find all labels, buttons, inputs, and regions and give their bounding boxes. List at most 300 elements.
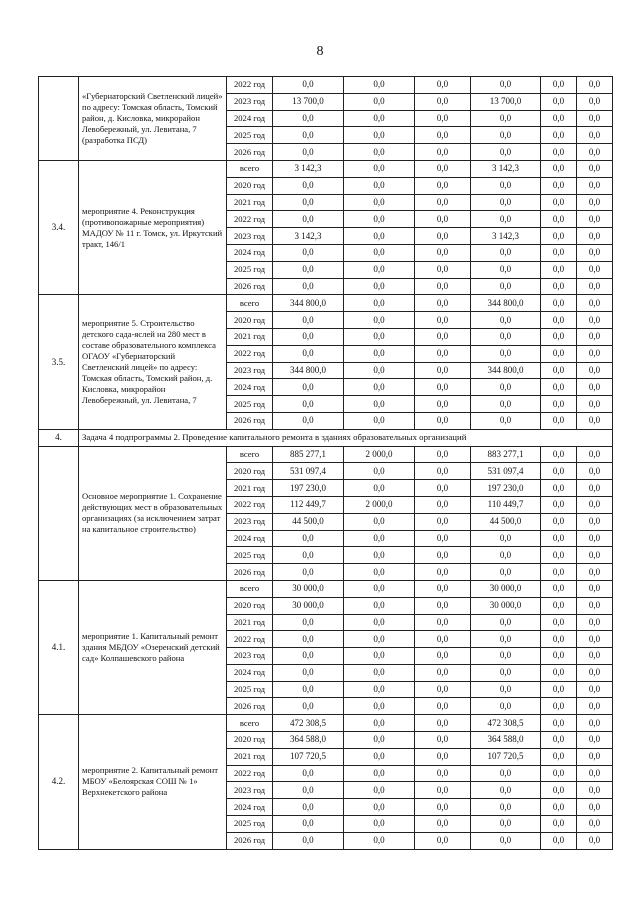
value-cell: 0,0: [273, 396, 344, 413]
year-cell: 2025 год: [227, 127, 273, 144]
value-cell: 0,0: [577, 110, 613, 127]
value-cell: 0,0: [471, 211, 541, 228]
value-cell: 0,0: [577, 261, 613, 278]
value-cell: 0,0: [344, 127, 415, 144]
value-cell: 0,0: [415, 732, 471, 749]
value-cell: 0,0: [471, 782, 541, 799]
value-cell: 0,0: [415, 816, 471, 833]
value-cell: 0,0: [541, 194, 577, 211]
value-cell: 0,0: [577, 564, 613, 581]
value-cell: 0,0: [471, 530, 541, 547]
row-number: 4.2.: [39, 715, 79, 849]
year-cell: 2026 год: [227, 564, 273, 581]
measure-description: мероприятие 2. Капитальный ремонт МБОУ «Белоярская СОШ № 1» Верхнекетского района: [79, 715, 227, 849]
value-cell: 0,0: [415, 681, 471, 698]
value-cell: 0,0: [541, 160, 577, 177]
year-cell: 2020 год: [227, 597, 273, 614]
year-cell: 2024 год: [227, 530, 273, 547]
value-cell: 0,0: [415, 496, 471, 513]
value-cell: 110 449,7: [471, 496, 541, 513]
value-cell: 0,0: [415, 715, 471, 732]
value-cell: 0,0: [415, 328, 471, 345]
value-cell: 0,0: [415, 93, 471, 110]
value-cell: 3 142,3: [273, 160, 344, 177]
value-cell: 0,0: [541, 580, 577, 597]
value-cell: 0,0: [415, 261, 471, 278]
year-cell: 2026 год: [227, 278, 273, 295]
value-cell: 883 277,1: [471, 446, 541, 463]
value-cell: 0,0: [541, 396, 577, 413]
value-cell: 0,0: [541, 228, 577, 245]
year-cell: 2024 год: [227, 244, 273, 261]
year-cell: 2024 год: [227, 110, 273, 127]
value-cell: 0,0: [541, 312, 577, 329]
value-cell: 0,0: [344, 77, 415, 94]
value-cell: 0,0: [273, 177, 344, 194]
year-cell: 2022 год: [227, 496, 273, 513]
task-title: Задача 4 подпрограммы 2. Проведение капитального ремонта в зданиях образовательных организаций: [79, 429, 613, 446]
value-cell: 531 097,4: [471, 463, 541, 480]
value-cell: 0,0: [577, 144, 613, 161]
row-number: 4.1.: [39, 580, 79, 714]
value-cell: 2 000,0: [344, 496, 415, 513]
row-number: 3.4.: [39, 160, 79, 294]
value-cell: 0,0: [415, 631, 471, 648]
value-cell: 0,0: [471, 816, 541, 833]
value-cell: 0,0: [541, 463, 577, 480]
value-cell: 0,0: [344, 362, 415, 379]
value-cell: 107 720,5: [471, 748, 541, 765]
value-cell: 0,0: [471, 631, 541, 648]
value-cell: 0,0: [577, 765, 613, 782]
value-cell: 0,0: [577, 715, 613, 732]
value-cell: 0,0: [344, 261, 415, 278]
value-cell: 0,0: [344, 832, 415, 849]
value-cell: 0,0: [415, 312, 471, 329]
value-cell: 44 500,0: [471, 513, 541, 530]
value-cell: 0,0: [273, 698, 344, 715]
value-cell: 0,0: [577, 681, 613, 698]
value-cell: 0,0: [273, 261, 344, 278]
value-cell: 0,0: [471, 832, 541, 849]
value-cell: 30 000,0: [471, 580, 541, 597]
year-cell: всего: [227, 715, 273, 732]
value-cell: 0,0: [344, 698, 415, 715]
table-row: [39, 446, 613, 463]
value-cell: 0,0: [344, 748, 415, 765]
value-cell: 0,0: [471, 765, 541, 782]
value-cell: 0,0: [541, 799, 577, 816]
value-cell: 0,0: [471, 648, 541, 665]
value-cell: 0,0: [541, 564, 577, 581]
value-cell: 0,0: [471, 127, 541, 144]
value-cell: 3 142,3: [471, 160, 541, 177]
value-cell: 0,0: [577, 244, 613, 261]
value-cell: 0,0: [273, 77, 344, 94]
year-cell: всего: [227, 446, 273, 463]
value-cell: 0,0: [415, 295, 471, 312]
year-cell: 2023 год: [227, 648, 273, 665]
table-row: [39, 160, 613, 177]
value-cell: 0,0: [577, 396, 613, 413]
year-cell: 2024 год: [227, 799, 273, 816]
value-cell: 0,0: [577, 127, 613, 144]
value-cell: 0,0: [471, 194, 541, 211]
value-cell: 0,0: [273, 816, 344, 833]
value-cell: 0,0: [541, 513, 577, 530]
value-cell: 0,0: [471, 77, 541, 94]
year-cell: 2020 год: [227, 177, 273, 194]
year-cell: 2020 год: [227, 463, 273, 480]
value-cell: 0,0: [541, 748, 577, 765]
year-cell: 2020 год: [227, 312, 273, 329]
value-cell: 0,0: [541, 295, 577, 312]
value-cell: 0,0: [415, 379, 471, 396]
value-cell: 30 000,0: [471, 597, 541, 614]
value-cell: 0,0: [577, 547, 613, 564]
value-cell: 0,0: [273, 194, 344, 211]
year-cell: 2025 год: [227, 261, 273, 278]
year-cell: 2022 год: [227, 77, 273, 94]
value-cell: 0,0: [344, 799, 415, 816]
value-cell: 0,0: [415, 547, 471, 564]
value-cell: 0,0: [344, 580, 415, 597]
value-cell: 0,0: [415, 144, 471, 161]
value-cell: 0,0: [344, 715, 415, 732]
value-cell: 0,0: [577, 748, 613, 765]
value-cell: 0,0: [344, 228, 415, 245]
measure-description: «Губернаторский Светленский лицей» по адресу: Томская область, Томский район, д. Кисловка, микрорайон Левобережный, ул. Левитана, 7 (разработка ПСД): [79, 77, 227, 161]
value-cell: 0,0: [577, 194, 613, 211]
value-cell: 0,0: [577, 530, 613, 547]
value-cell: 0,0: [344, 244, 415, 261]
value-cell: 0,0: [471, 312, 541, 329]
value-cell: 0,0: [541, 480, 577, 497]
value-cell: 0,0: [344, 765, 415, 782]
value-cell: 0,0: [471, 396, 541, 413]
value-cell: 0,0: [344, 547, 415, 564]
value-cell: 30 000,0: [273, 580, 344, 597]
value-cell: 0,0: [415, 664, 471, 681]
value-cell: 0,0: [344, 732, 415, 749]
year-cell: 2021 год: [227, 194, 273, 211]
value-cell: 0,0: [415, 177, 471, 194]
value-cell: 0,0: [541, 446, 577, 463]
year-cell: 2022 год: [227, 345, 273, 362]
value-cell: 0,0: [541, 631, 577, 648]
value-cell: 0,0: [415, 748, 471, 765]
value-cell: 0,0: [344, 345, 415, 362]
value-cell: 0,0: [415, 513, 471, 530]
value-cell: 0,0: [541, 412, 577, 429]
value-cell: 531 097,4: [273, 463, 344, 480]
value-cell: 0,0: [471, 698, 541, 715]
value-cell: 107 720,5: [273, 748, 344, 765]
value-cell: 0,0: [541, 77, 577, 94]
value-cell: 3 142,3: [471, 228, 541, 245]
measure-description: мероприятие 1. Капитальный ремонт здания МБДОУ «Озеренский детский сад» Колпашевского района: [79, 580, 227, 714]
value-cell: 0,0: [273, 664, 344, 681]
year-cell: 2025 год: [227, 547, 273, 564]
value-cell: 0,0: [344, 782, 415, 799]
value-cell: 0,0: [471, 177, 541, 194]
value-cell: 0,0: [344, 664, 415, 681]
value-cell: 0,0: [344, 816, 415, 833]
value-cell: 0,0: [471, 345, 541, 362]
measure-description: мероприятие 5. Строительство детского сада-яслей на 280 мест в составе образовательного комплекса ОГАОУ «Губернаторский Светленский лицей» по адресу: Томская область, Томский район, д. Кисловка, микрорайон Левобережный, ул. Левитана, 7: [79, 295, 227, 429]
value-cell: 0,0: [577, 631, 613, 648]
value-cell: 0,0: [344, 211, 415, 228]
value-cell: 13 700,0: [273, 93, 344, 110]
value-cell: 0,0: [541, 345, 577, 362]
value-cell: 0,0: [415, 244, 471, 261]
value-cell: 0,0: [541, 211, 577, 228]
value-cell: 0,0: [344, 530, 415, 547]
value-cell: 0,0: [415, 530, 471, 547]
value-cell: 0,0: [344, 312, 415, 329]
row-number: 4.: [39, 429, 79, 446]
year-cell: всего: [227, 160, 273, 177]
value-cell: 0,0: [273, 244, 344, 261]
value-cell: 0,0: [471, 664, 541, 681]
value-cell: 0,0: [577, 278, 613, 295]
task-row: [39, 429, 613, 446]
page-number: 8: [316, 44, 324, 59]
value-cell: 0,0: [541, 715, 577, 732]
value-cell: 0,0: [415, 77, 471, 94]
value-cell: 0,0: [541, 681, 577, 698]
value-cell: 0,0: [541, 664, 577, 681]
value-cell: 0,0: [577, 77, 613, 94]
value-cell: 0,0: [273, 681, 344, 698]
value-cell: 0,0: [415, 160, 471, 177]
value-cell: 0,0: [415, 799, 471, 816]
value-cell: 0,0: [344, 278, 415, 295]
value-cell: 0,0: [415, 211, 471, 228]
value-cell: 0,0: [415, 580, 471, 597]
value-cell: 0,0: [471, 110, 541, 127]
value-cell: 0,0: [344, 93, 415, 110]
value-cell: 0,0: [541, 547, 577, 564]
value-cell: 0,0: [541, 816, 577, 833]
value-cell: 0,0: [471, 412, 541, 429]
year-cell: 2025 год: [227, 816, 273, 833]
value-cell: 364 588,0: [273, 732, 344, 749]
value-cell: 44 500,0: [273, 513, 344, 530]
value-cell: 0,0: [577, 816, 613, 833]
value-cell: 2 000,0: [344, 446, 415, 463]
value-cell: 0,0: [541, 496, 577, 513]
measure-description: Основное мероприятие 1. Сохранение действующих мест в образовательных организациях (за исключением затрат на капитальное строительство): [79, 446, 227, 580]
value-cell: 0,0: [273, 648, 344, 665]
value-cell: 0,0: [415, 110, 471, 127]
year-cell: 2021 год: [227, 328, 273, 345]
value-cell: 0,0: [273, 312, 344, 329]
table-row: [39, 715, 613, 732]
table-row: [39, 580, 613, 597]
value-cell: 0,0: [344, 144, 415, 161]
value-cell: 0,0: [471, 799, 541, 816]
value-cell: 0,0: [471, 328, 541, 345]
value-cell: 0,0: [471, 244, 541, 261]
value-cell: 0,0: [344, 564, 415, 581]
value-cell: 0,0: [471, 681, 541, 698]
value-cell: 344 800,0: [471, 362, 541, 379]
value-cell: 0,0: [577, 211, 613, 228]
year-cell: всего: [227, 580, 273, 597]
value-cell: 0,0: [541, 732, 577, 749]
year-cell: 2022 год: [227, 631, 273, 648]
year-cell: 2021 год: [227, 480, 273, 497]
value-cell: 885 277,1: [273, 446, 344, 463]
year-cell: всего: [227, 295, 273, 312]
value-cell: 0,0: [273, 631, 344, 648]
value-cell: 0,0: [577, 480, 613, 497]
value-cell: 0,0: [471, 144, 541, 161]
value-cell: 0,0: [273, 278, 344, 295]
value-cell: 0,0: [471, 261, 541, 278]
year-cell: 2026 год: [227, 144, 273, 161]
year-cell: 2023 год: [227, 513, 273, 530]
year-cell: 2023 год: [227, 782, 273, 799]
value-cell: 0,0: [577, 597, 613, 614]
year-cell: 2021 год: [227, 748, 273, 765]
value-cell: 0,0: [415, 345, 471, 362]
value-cell: 30 000,0: [273, 597, 344, 614]
value-cell: 0,0: [415, 228, 471, 245]
value-cell: 0,0: [344, 328, 415, 345]
value-cell: 0,0: [273, 110, 344, 127]
value-cell: 0,0: [577, 379, 613, 396]
value-cell: 0,0: [344, 396, 415, 413]
year-cell: 2023 год: [227, 93, 273, 110]
value-cell: 344 800,0: [273, 295, 344, 312]
value-cell: 0,0: [577, 463, 613, 480]
value-cell: 0,0: [415, 832, 471, 849]
value-cell: 0,0: [344, 379, 415, 396]
value-cell: 0,0: [541, 93, 577, 110]
value-cell: 0,0: [344, 194, 415, 211]
value-cell: 0,0: [415, 463, 471, 480]
value-cell: 0,0: [577, 832, 613, 849]
value-cell: 0,0: [541, 614, 577, 631]
value-cell: 0,0: [577, 732, 613, 749]
budget-table: [38, 76, 613, 850]
value-cell: 0,0: [541, 832, 577, 849]
value-cell: 0,0: [577, 312, 613, 329]
value-cell: 0,0: [577, 799, 613, 816]
value-cell: 0,0: [273, 530, 344, 547]
value-cell: 0,0: [541, 261, 577, 278]
value-cell: 344 800,0: [471, 295, 541, 312]
value-cell: 112 449,7: [273, 496, 344, 513]
value-cell: 0,0: [273, 127, 344, 144]
value-cell: 0,0: [471, 278, 541, 295]
value-cell: 0,0: [577, 496, 613, 513]
value-cell: 197 230,0: [471, 480, 541, 497]
value-cell: 0,0: [344, 110, 415, 127]
value-cell: 0,0: [273, 564, 344, 581]
value-cell: 0,0: [415, 480, 471, 497]
value-cell: 0,0: [541, 244, 577, 261]
value-cell: 0,0: [273, 832, 344, 849]
value-cell: 0,0: [415, 597, 471, 614]
value-cell: 0,0: [344, 631, 415, 648]
value-cell: 0,0: [577, 580, 613, 597]
value-cell: 0,0: [577, 160, 613, 177]
value-cell: 0,0: [415, 765, 471, 782]
value-cell: 0,0: [541, 530, 577, 547]
value-cell: 0,0: [541, 144, 577, 161]
year-cell: 2025 год: [227, 681, 273, 698]
value-cell: 344 800,0: [273, 362, 344, 379]
value-cell: 0,0: [577, 698, 613, 715]
value-cell: 0,0: [415, 194, 471, 211]
value-cell: 0,0: [541, 648, 577, 665]
value-cell: 0,0: [541, 127, 577, 144]
value-cell: 3 142,3: [273, 228, 344, 245]
value-cell: 0,0: [577, 614, 613, 631]
row-number: [39, 77, 79, 161]
value-cell: 0,0: [577, 93, 613, 110]
year-cell: 2025 год: [227, 396, 273, 413]
value-cell: 13 700,0: [471, 93, 541, 110]
value-cell: 0,0: [415, 564, 471, 581]
measure-description: мероприятие 4. Реконструкция (противопожарные мероприятия) МАДОУ № 11 г. Томск, ул. Иркутский тракт, 146/1: [79, 160, 227, 294]
table-row: [39, 77, 613, 94]
value-cell: 0,0: [577, 782, 613, 799]
value-cell: 0,0: [273, 144, 344, 161]
value-cell: 0,0: [541, 362, 577, 379]
value-cell: 0,0: [415, 127, 471, 144]
year-cell: 2022 год: [227, 765, 273, 782]
value-cell: 0,0: [344, 648, 415, 665]
year-cell: 2022 год: [227, 211, 273, 228]
value-cell: 0,0: [273, 614, 344, 631]
year-cell: 2024 год: [227, 664, 273, 681]
value-cell: 0,0: [577, 446, 613, 463]
value-cell: 0,0: [471, 614, 541, 631]
year-cell: 2020 год: [227, 732, 273, 749]
value-cell: 0,0: [415, 698, 471, 715]
value-cell: 0,0: [273, 379, 344, 396]
value-cell: 0,0: [344, 177, 415, 194]
value-cell: 0,0: [344, 681, 415, 698]
value-cell: 0,0: [577, 345, 613, 362]
value-cell: 0,0: [577, 328, 613, 345]
year-cell: 2026 год: [227, 698, 273, 715]
value-cell: 0,0: [415, 412, 471, 429]
value-cell: 0,0: [273, 345, 344, 362]
value-cell: 0,0: [415, 446, 471, 463]
value-cell: 0,0: [577, 228, 613, 245]
row-number: [39, 446, 79, 580]
value-cell: 472 308,5: [471, 715, 541, 732]
value-cell: 0,0: [415, 362, 471, 379]
value-cell: 0,0: [577, 664, 613, 681]
year-cell: 2023 год: [227, 228, 273, 245]
year-cell: 2024 год: [227, 379, 273, 396]
value-cell: 0,0: [541, 698, 577, 715]
value-cell: 0,0: [415, 396, 471, 413]
value-cell: 0,0: [344, 513, 415, 530]
value-cell: 0,0: [471, 379, 541, 396]
value-cell: 0,0: [577, 177, 613, 194]
value-cell: 0,0: [344, 463, 415, 480]
value-cell: 0,0: [344, 160, 415, 177]
value-cell: 472 308,5: [273, 715, 344, 732]
value-cell: 0,0: [344, 480, 415, 497]
